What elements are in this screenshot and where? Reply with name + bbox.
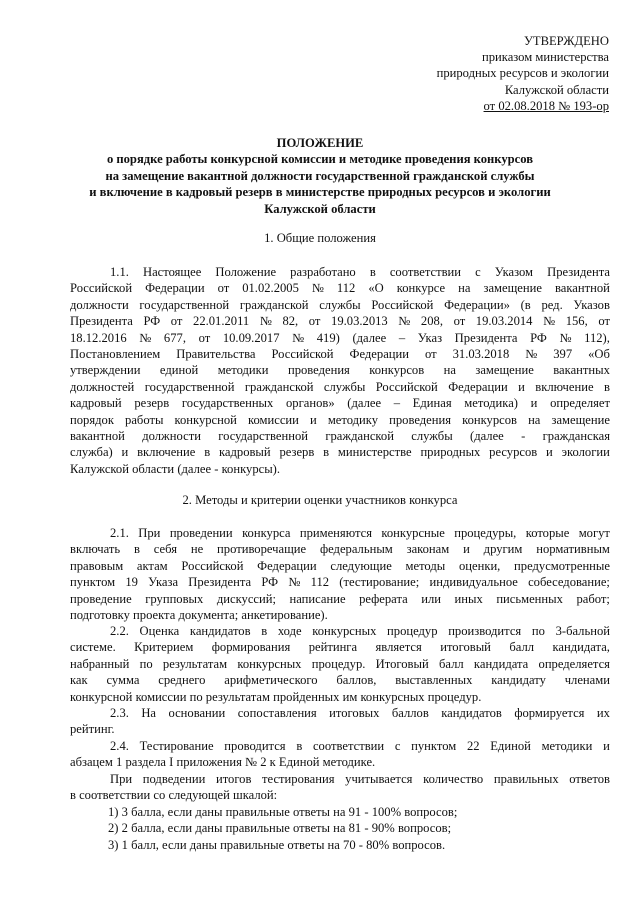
paragraph-2-4 xyxy=(70,738,610,771)
paragraph-line: пунктом 19 Указа Президента РФ № 112 (тестирование; индивидуальное собеседование; xyxy=(70,575,610,590)
paragraph-1-1 xyxy=(70,264,610,477)
paragraph-line: служба) и включение в кадровый резерв в министерстве природных ресурсов и экологии xyxy=(70,445,610,460)
paragraph-line: Калужской области (далее - конкурсы). xyxy=(70,461,281,476)
paragraph-line: 2.1. При проведении конкурса применяются конкурсные процедуры, которые могут xyxy=(110,526,610,540)
approval-stamp xyxy=(437,33,609,114)
approval-line: Калужской области xyxy=(504,82,609,97)
paragraph-2-3 xyxy=(70,705,610,738)
list-item: 1) 3 балла, если даны правильные ответы на 91 - 100% вопросов; xyxy=(108,805,458,819)
paragraph-line: кадровый резерв государственных органов» (далее – Единая методика) и определяет xyxy=(70,396,610,411)
paragraph-line: порядок работы конкурсной комиссии и методику проведения конкурсов на замещение xyxy=(70,412,610,427)
paragraph-line: 1.1. Настоящее Положение разработано в соответствии с Указом Президента xyxy=(110,265,610,279)
title-main: ПОЛОЖЕНИЕ xyxy=(276,136,364,150)
paragraph-line: набранный по результатам конкурсных процедур. Итоговый балл кандидата определяется xyxy=(70,656,610,671)
paragraph-line: должностей государственной гражданской службы Российской Федерации и включение в xyxy=(70,379,610,394)
scoring-list xyxy=(70,804,610,853)
paragraph-line: 2.2. Оценка кандидатов в ходе конкурсных процедур производится по 3-бальной xyxy=(110,624,610,638)
paragraph-line: включать в себя не противоречащие федеральным законам и другим нормативным xyxy=(70,542,610,557)
paragraph-line: 18.12.2016 № 677, от 10.09.2017 № 419) (далее – Указ Президента РФ № 112), xyxy=(70,330,610,345)
title-subtitle: Калужской области xyxy=(264,201,376,216)
paragraph-line: правовым актам Российской Федерации следующие методы оценки, предусмотренные xyxy=(70,558,610,573)
paragraph-line: как сумма среднего арифметического баллов, выставленных кандидату членами xyxy=(70,673,610,688)
paragraph-line: проведение групповых дискуссий; написание реферата или иных письменных работ; xyxy=(70,591,610,606)
paragraph-2-5 xyxy=(70,771,610,804)
paragraph-line: Российской Федерации от 01.02.2005 № 112 «О конкурсе на замещение вакантной xyxy=(70,281,610,296)
list-item: 2) 2 балла, если даны правильные ответы на 81 - 90% вопросов; xyxy=(108,821,452,836)
section-heading: 2. Методы и критерии оценки участников конкурса xyxy=(182,493,458,507)
title-subtitle: на замещение вакантной должности государственной гражданской службы xyxy=(105,168,535,183)
list-item: 3) 1 балл, если даны правильные ответы на 70 - 80% вопросов. xyxy=(108,837,446,852)
paragraph-line: конкурсной комиссии по результатам пройденных им конкурсных процедур. xyxy=(70,689,482,704)
paragraph-line: подготовку проекта документа; анкетирование). xyxy=(70,608,328,623)
paragraph-line: в соответствии со следующей шкалой: xyxy=(70,788,278,803)
paragraph-line: 2.4. Тестирование проводится в соответствии с пунктом 22 Единой методики и xyxy=(110,739,610,753)
paragraph-line: Постановлением Правительства Российской Федерации от 31.03.2018 № 397 «Об xyxy=(70,347,610,362)
paragraph-line: Президента РФ от 22.01.2011 № 82, от 19.03.2013 № 208, от 19.03.2014 № 156, от xyxy=(70,314,610,329)
paragraph-line: утверждении единой методики проведения конкурсов на замещение вакантных xyxy=(70,363,610,378)
approval-line: УТВЕРЖДЕНО xyxy=(523,34,609,48)
document-title xyxy=(60,135,580,217)
paragraph-2-2 xyxy=(70,623,610,705)
paragraph-line: 2.3. На основании сопоставления итоговых баллов кандидатов формируется их xyxy=(110,706,610,720)
approval-line: приказом министерства xyxy=(481,50,609,65)
section-heading: 1. Общие положения xyxy=(264,231,376,245)
approval-order-number: от 02.08.2018 № 193-ор xyxy=(483,98,609,113)
paragraph-line: вакантной должности государственной гражданской службы (далее - гражданская xyxy=(70,429,610,444)
paragraph-line: должности государственной гражданской службы Российской Федерации» (в ред. Указов xyxy=(70,297,610,312)
approval-line: природных ресурсов и экологии xyxy=(436,66,609,81)
paragraph-line: системе. Критерием формирования рейтинга является итоговый балл кандидата, xyxy=(70,640,610,655)
paragraph-line: При подведении итогов тестирования учитывается количество правильных ответов xyxy=(110,772,610,786)
paragraph-line: рейтинг. xyxy=(70,722,115,737)
paragraph-2-1 xyxy=(70,525,610,623)
title-subtitle: и включение в кадровый резерв в министерстве природных ресурсов и экологии xyxy=(89,185,551,200)
paragraph-line: абзацем 1 раздела I приложения № 2 к Единой методике. xyxy=(70,755,376,770)
title-subtitle: о порядке работы конкурсной комиссии и методике проведения конкурсов xyxy=(106,152,534,167)
